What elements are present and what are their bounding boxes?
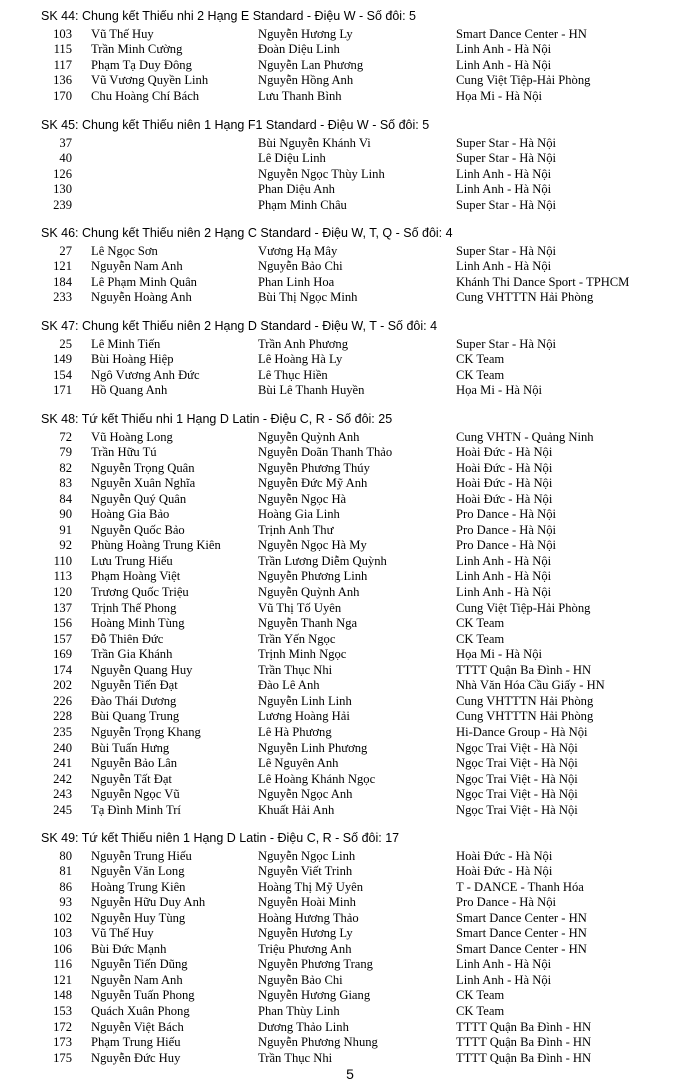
couple-row: [0, 523, 700, 539]
partner-name: Vũ Thị Tố Uyên: [258, 600, 342, 615]
entry-number: 102: [53, 910, 72, 925]
entry-number: 169: [53, 647, 72, 662]
couple-row: [0, 942, 700, 958]
leader-name: Lê Phạm Minh Quân: [91, 274, 197, 289]
entry-number: 103: [53, 926, 72, 941]
leader-name: Nguyễn Hoàng Anh: [91, 290, 192, 305]
couple-row: [0, 136, 700, 152]
partner-name: Vương Hạ Mây: [258, 243, 338, 258]
event-title: SK 46: Chung kết Thiếu niên 2 Hạng C Standard - Điệu W, T, Q - Số đôi: 4: [41, 226, 453, 240]
partner-name: Nguyễn Doãn Thanh Thảo: [258, 445, 393, 460]
club-name: Linh Anh - Hà Nội: [456, 57, 552, 72]
event-title: SK 47: Chung kết Thiếu niên 2 Hạng D Standard - Điệu W, T - Số đôi: 4: [41, 319, 438, 333]
club-name: Ngọc Trai Việt - Hà Nội: [456, 740, 578, 755]
entry-number: 106: [53, 941, 72, 956]
couple-row: [0, 244, 700, 260]
leader-name: Lê Minh Tiến: [91, 336, 161, 351]
couple-row: [0, 1020, 700, 1036]
leader-name: Nguyễn Tuấn Phong: [91, 988, 195, 1003]
club-name: Cung VHTTTN Hải Phòng: [456, 290, 594, 305]
entry-number: 115: [53, 42, 72, 57]
entry-number: 243: [53, 787, 72, 802]
club-name: Hoài Đức - Hà Nội: [456, 476, 553, 491]
entry-number: 86: [59, 879, 72, 894]
leader-name: Nguyễn Trung Hiếu: [91, 848, 192, 863]
club-name: Cung VHTN - Quảng Ninh: [456, 429, 594, 444]
club-name: Cung Việt Tiệp-Hải Phòng: [456, 600, 591, 615]
leader-name: Nguyễn Huy Tùng: [91, 910, 186, 925]
couple-row: [0, 632, 700, 648]
couple-row: [0, 678, 700, 694]
club-name: Linh Anh - Hà Nội: [456, 259, 552, 274]
leader-name: Trương Quốc Triệu: [91, 585, 189, 599]
couple-row: [0, 772, 700, 788]
couple-row: [0, 647, 700, 663]
partner-name: Lương Hoàng Hải: [258, 709, 350, 724]
entry-number: 175: [53, 1050, 72, 1065]
leader-name: Trần Hữu Tú: [91, 445, 157, 460]
entry-number: 149: [53, 352, 72, 367]
club-name: T - DANCE - Thanh Hóa: [456, 879, 584, 894]
entry-number: 27: [59, 243, 72, 258]
couple-row: [0, 756, 700, 772]
partner-name: Lê Diệu Linh: [258, 151, 326, 166]
partner-name: Nguyễn Linh Phương: [258, 740, 368, 755]
couple-row: [0, 864, 700, 880]
partner-name: Phan Diệu Anh: [258, 182, 335, 197]
partner-name: Nguyễn Thanh Nga: [258, 616, 358, 631]
entry-number: 83: [59, 476, 72, 491]
couple-row: [0, 616, 700, 632]
partner-name: Nguyễn Hoài Minh: [258, 895, 356, 910]
leader-name: Nguyễn Quang Huy: [91, 662, 193, 677]
couple-row: [0, 492, 700, 508]
leader-name: Phạm Tạ Duy Đông: [91, 57, 192, 72]
leader-name: Bùi Tuấn Hưng: [91, 740, 170, 755]
leader-name: Đào Thái Dương: [91, 693, 177, 708]
leader-name: Nguyễn Xuân Nghĩa: [91, 476, 196, 491]
partner-name: Trần Yến Ngọc: [258, 631, 336, 646]
club-name: Họa Mi - Hà Nội: [456, 383, 543, 398]
couple-row: [0, 1004, 700, 1020]
couple-row: [0, 911, 700, 927]
leader-name: Nguyễn Văn Long: [91, 864, 185, 879]
club-name: Hoài Đức - Hà Nội: [456, 848, 553, 863]
partner-name: Đoàn Diệu Linh: [258, 42, 340, 57]
entry-number: 148: [53, 988, 72, 1003]
leader-name: Nguyễn Tiến Đạt: [91, 678, 178, 693]
club-name: Ngọc Trai Việt - Hà Nội: [456, 787, 578, 802]
entry-number: 157: [53, 631, 72, 646]
leader-name: Lê Ngọc Sơn: [91, 243, 158, 258]
couple-row: [0, 694, 700, 710]
partner-name: Bùi Lê Thanh Huyền: [258, 383, 365, 398]
partner-name: Lê Hoàng Khánh Ngọc: [258, 771, 376, 786]
partner-name: Nguyễn Bảo Chi: [258, 259, 343, 274]
couple-row: [0, 182, 700, 198]
leader-name: Chu Hoàng Chí Bách: [91, 88, 200, 103]
club-name: CK Team: [456, 367, 505, 382]
partner-name: Trần Thục Nhi: [258, 1050, 333, 1065]
couple-row: [0, 895, 700, 911]
partner-name: Nguyễn Phương Thúy: [258, 460, 370, 475]
club-name: Hoài Đức - Hà Nội: [456, 445, 553, 460]
club-name: Khánh Thi Dance Sport - TPHCM: [456, 274, 630, 289]
partner-name: Khuất Hải Anh: [258, 802, 335, 817]
partner-name: Nguyễn Viết Trinh: [258, 864, 353, 879]
club-name: Ngọc Trai Việt - Hà Nội: [456, 771, 578, 786]
leader-name: Phạm Trung Hiếu: [91, 1035, 181, 1050]
leader-name: Đỗ Thiên Đức: [91, 631, 164, 646]
leader-name: Hoàng Gia Bảo: [91, 507, 170, 522]
club-name: Linh Anh - Hà Nội: [456, 42, 552, 57]
entry-number: 235: [53, 724, 72, 739]
couple-row: [0, 58, 700, 74]
entry-number: 156: [53, 616, 72, 631]
couple-row: [0, 787, 700, 803]
entry-number: 184: [53, 274, 72, 289]
club-name: Linh Anh - Hà Nội: [456, 182, 552, 197]
club-name: Hoài Đức - Hà Nội: [456, 491, 553, 506]
entry-number: 136: [53, 73, 72, 88]
partner-name: Nguyễn Hương Ly: [258, 26, 353, 41]
entry-number: 37: [59, 135, 72, 150]
club-name: Hi-Dance Group - Hà Nội: [456, 724, 588, 739]
partner-name: Lê Hoàng Hà Ly: [258, 352, 343, 367]
partner-name: Nguyễn Ngọc Hà My: [258, 538, 367, 553]
leader-name: Hoàng Trung Kiên: [91, 879, 186, 894]
club-name: Linh Anh - Hà Nội: [456, 569, 552, 584]
couple-row: [0, 663, 700, 679]
event-title: SK 49: Tứ kết Thiếu niên 1 Hạng D Latin - Điệu C, R - Số đôi: 17: [41, 831, 400, 845]
entry-number: 241: [53, 756, 72, 771]
club-name: Ngọc Trai Việt - Hà Nội: [456, 756, 578, 771]
entry-number: 170: [53, 88, 72, 103]
couple-row: [0, 507, 700, 523]
partner-name: Đào Lê Anh: [258, 678, 320, 693]
couple-row: [0, 352, 700, 368]
partner-name: Nguyễn Phương Trang: [258, 957, 373, 972]
couple-row: [0, 538, 700, 554]
partner-name: Triệu Phương Anh: [258, 941, 352, 956]
page-number: 5: [346, 1066, 354, 1082]
couple-row: [0, 709, 700, 725]
leader-name: Bùi Quang Trung: [91, 709, 180, 724]
club-name: Pro Dance - Hà Nội: [456, 522, 557, 537]
leader-name: Nguyễn Việt Bách: [91, 1019, 184, 1034]
entry-number: 116: [53, 957, 72, 972]
leader-name: Hồ Quang Anh: [91, 383, 168, 398]
leader-name: Phùng Hoàng Trung Kiên: [91, 538, 221, 553]
partner-name: Hoàng Hương Thảo: [258, 910, 359, 925]
partner-name: Nguyễn Hương Ly: [258, 926, 353, 941]
couple-row: [0, 290, 700, 306]
leader-name: Quách Xuân Phong: [91, 1004, 190, 1018]
leader-name: Lưu Trung Hiếu: [91, 553, 173, 568]
couple-row: [0, 337, 700, 353]
couple-row: [0, 259, 700, 275]
entry-number: 154: [53, 367, 72, 382]
club-name: Super Star - Hà Nội: [456, 151, 557, 166]
entry-number: 93: [59, 895, 72, 910]
leader-name: Nguyễn Quốc Bảo: [91, 522, 185, 537]
partner-name: Nguyễn Ngọc Anh: [258, 787, 353, 802]
partner-name: Bùi Thị Ngọc Minh: [258, 290, 358, 305]
leader-name: Bùi Đức Mạnh: [91, 941, 167, 956]
couple-row: [0, 476, 700, 492]
leader-name: Vũ Thế Huy: [91, 926, 154, 941]
couple-row: [0, 601, 700, 617]
couple-row: [0, 988, 700, 1004]
couple-row: [0, 741, 700, 757]
couple-row: [0, 89, 700, 105]
club-name: Ngọc Trai Việt - Hà Nội: [456, 802, 578, 817]
event-title: SK 45: Chung kết Thiếu niên 1 Hạng F1 Standard - Điệu W - Số đôi: 5: [41, 118, 430, 132]
couple-row: [0, 849, 700, 865]
entry-number: 233: [53, 290, 72, 305]
couple-row: [0, 585, 700, 601]
partner-name: Dương Thảo Linh: [258, 1019, 349, 1034]
club-name: Họa Mi - Hà Nội: [456, 88, 543, 103]
couple-row: [0, 926, 700, 942]
event-title: SK 44: Chung kết Thiếu nhi 2 Hạng E Standard - Điệu W - Số đôi: 5: [41, 9, 416, 23]
entry-number: 82: [59, 460, 72, 475]
club-name: Pro Dance - Hà Nội: [456, 507, 557, 522]
partner-name: Trần Thục Nhi: [258, 662, 333, 677]
leader-name: Nguyễn Trọng Khang: [91, 724, 201, 739]
couple-row: [0, 445, 700, 461]
couple-row: [0, 27, 700, 43]
entry-number: 153: [53, 1004, 72, 1018]
club-name: Smart Dance Center - HN: [456, 941, 587, 956]
club-name: Cung VHTTTN Hải Phòng: [456, 693, 594, 708]
couple-row: [0, 383, 700, 399]
entry-number: 81: [59, 864, 72, 879]
partner-name: Trần Anh Phương: [258, 336, 349, 351]
entry-number: 240: [53, 740, 72, 755]
partner-name: Lê Hà Phương: [258, 724, 332, 739]
club-name: Super Star - Hà Nội: [456, 336, 557, 351]
partner-name: Nguyễn Lan Phương: [258, 57, 364, 72]
entry-number: 130: [53, 182, 72, 197]
leader-name: Vũ Vương Quyền Linh: [91, 73, 209, 88]
partner-name: Nguyễn Ngọc Hà: [258, 491, 347, 506]
club-name: CK Team: [456, 616, 505, 631]
entry-number: 202: [53, 678, 72, 693]
couple-row: [0, 198, 700, 214]
couple-row: [0, 1035, 700, 1051]
club-name: Linh Anh - Hà Nội: [456, 957, 552, 972]
partner-name: Bùi Nguyễn Khánh Vi: [258, 135, 371, 150]
couple-row: [0, 725, 700, 741]
leader-name: Nguyễn Bảo Lân: [91, 756, 178, 771]
partner-name: Nguyễn Ngọc Linh: [258, 848, 356, 863]
entry-number: 91: [59, 522, 72, 537]
partner-name: Lưu Thanh Bình: [258, 88, 342, 103]
entry-number: 171: [53, 383, 72, 398]
partner-name: Lê Nguyên Anh: [258, 756, 339, 771]
entry-number: 172: [53, 1019, 72, 1034]
leader-name: Vũ Hoàng Long: [91, 429, 173, 444]
couple-row: [0, 73, 700, 89]
entry-number: 79: [59, 445, 72, 460]
partner-name: Lê Thục Hiền: [258, 367, 328, 382]
club-name: CK Team: [456, 1004, 505, 1018]
club-name: Pro Dance - Hà Nội: [456, 538, 557, 553]
partner-name: Hoàng Gia Linh: [258, 507, 340, 522]
club-name: Super Star - Hà Nội: [456, 197, 557, 212]
partner-name: Nguyễn Bảo Chi: [258, 972, 343, 987]
club-name: Họa Mi - Hà Nội: [456, 647, 543, 662]
partner-name: Nguyễn Quỳnh Anh: [258, 429, 360, 444]
entry-number: 120: [53, 585, 72, 599]
leader-name: Vũ Thế Huy: [91, 26, 154, 41]
club-name: Linh Anh - Hà Nội: [456, 166, 552, 181]
club-name: TTTT Quận Ba Đình - HN: [456, 1050, 592, 1065]
entry-number: 242: [53, 771, 72, 786]
couple-row: [0, 151, 700, 167]
club-name: CK Team: [456, 988, 505, 1003]
club-name: Hoài Đức - Hà Nội: [456, 864, 553, 879]
entry-number: 173: [53, 1035, 72, 1050]
entry-number: 228: [53, 709, 72, 724]
entry-number: 137: [53, 600, 72, 615]
leader-name: Nguyễn Quý Quân: [91, 491, 187, 506]
couple-row: [0, 368, 700, 384]
leader-name: Ngô Vương Anh Đức: [91, 367, 200, 382]
partner-name: Nguyễn Phương Nhung: [258, 1035, 378, 1050]
leader-name: Nguyễn Ngọc Vũ: [91, 787, 180, 802]
entry-number: 174: [53, 662, 72, 677]
entry-number: 117: [53, 57, 72, 72]
entry-number: 25: [59, 336, 72, 351]
couple-row: [0, 461, 700, 477]
leader-name: Nguyễn Nam Anh: [91, 972, 183, 987]
partner-name: Nguyễn Hồng Anh: [258, 73, 354, 88]
partner-name: Nguyễn Đức Mỹ Anh: [258, 476, 368, 491]
partner-name: Nguyễn Quỳnh Anh: [258, 585, 360, 599]
entry-number: 84: [59, 491, 72, 506]
couple-row: [0, 167, 700, 183]
partner-name: Nguyễn Linh Linh: [258, 693, 352, 708]
entry-number: 103: [53, 26, 72, 41]
club-name: Super Star - Hà Nội: [456, 135, 557, 150]
partner-name: Phan Thùy Linh: [258, 1004, 340, 1018]
couple-row: [0, 430, 700, 446]
leader-name: Nguyễn Tiến Dũng: [91, 957, 188, 972]
club-name: Cung Việt Tiệp-Hải Phòng: [456, 73, 591, 88]
partner-name: Nguyễn Phương Linh: [258, 569, 368, 584]
event-title: SK 48: Tứ kết Thiếu nhi 1 Hạng D Latin - Điệu C, R - Số đôi: 25: [41, 412, 393, 426]
couple-row: [0, 973, 700, 989]
entry-number: 113: [53, 569, 72, 584]
club-name: Nhà Văn Hóa Cầu Giấy - HN: [456, 678, 605, 693]
club-name: Linh Anh - Hà Nội: [456, 553, 552, 568]
club-name: Smart Dance Center - HN: [456, 26, 587, 41]
couple-row: [0, 803, 700, 819]
couple-row: [0, 275, 700, 291]
club-name: TTTT Quận Ba Đình - HN: [456, 1019, 592, 1034]
entry-number: 126: [53, 166, 72, 181]
club-name: Smart Dance Center - HN: [456, 926, 587, 941]
club-name: Pro Dance - Hà Nội: [456, 895, 557, 910]
entry-number: 90: [59, 507, 72, 522]
club-name: Super Star - Hà Nội: [456, 243, 557, 258]
entry-number: 239: [53, 197, 72, 212]
couple-row: [0, 554, 700, 570]
club-name: Cung VHTTTN Hải Phòng: [456, 709, 594, 724]
couple-row: [0, 569, 700, 585]
club-name: TTTT Quận Ba Đình - HN: [456, 662, 592, 677]
entry-number: 92: [59, 538, 72, 553]
partner-name: Nguyễn Hương Giang: [258, 988, 371, 1003]
club-name: Hoài Đức - Hà Nội: [456, 460, 553, 475]
leader-name: Trần Gia Khánh: [91, 647, 173, 662]
partner-name: Trần Lương Diễm Quỳnh: [258, 553, 387, 568]
couple-row: [0, 957, 700, 973]
partner-name: Nguyễn Ngọc Thùy Linh: [258, 166, 385, 181]
partner-name: Phan Linh Hoa: [258, 274, 335, 289]
entry-number: 121: [53, 972, 72, 987]
partner-name: Trịnh Anh Thư: [258, 522, 334, 537]
leader-name: Nguyễn Đức Huy: [91, 1050, 181, 1065]
leader-name: Tạ Đình Minh Trí: [91, 802, 181, 817]
partner-name: Phạm Minh Châu: [258, 197, 347, 212]
leader-name: Nguyễn Trọng Quân: [91, 460, 195, 475]
entry-number: 40: [59, 151, 72, 166]
couple-row: [0, 1051, 700, 1067]
club-name: TTTT Quận Ba Đình - HN: [456, 1035, 592, 1050]
club-name: Smart Dance Center - HN: [456, 910, 587, 925]
entry-number: 110: [53, 553, 72, 568]
couple-row: [0, 880, 700, 896]
entry-number: 80: [59, 848, 72, 863]
leader-name: Nguyễn Hữu Duy Anh: [91, 895, 206, 910]
leader-name: Bùi Hoàng Hiệp: [91, 352, 174, 367]
leader-name: Nguyễn Nam Anh: [91, 259, 183, 274]
club-name: Linh Anh - Hà Nội: [456, 972, 552, 987]
entry-number: 226: [53, 693, 72, 708]
partner-name: Hoàng Thị Mỹ Uyên: [258, 879, 364, 894]
entry-number: 121: [53, 259, 72, 274]
leader-name: Trần Minh Cường: [91, 42, 183, 57]
club-name: CK Team: [456, 352, 505, 367]
club-name: CK Team: [456, 631, 505, 646]
couple-row: [0, 42, 700, 58]
club-name: Linh Anh - Hà Nội: [456, 585, 552, 599]
leader-name: Hoàng Minh Tùng: [91, 616, 185, 631]
partner-name: Trịnh Minh Ngọc: [258, 647, 347, 662]
entry-number: 245: [53, 802, 72, 817]
leader-name: Phạm Hoàng Việt: [91, 569, 181, 584]
leader-name: Trịnh Thế Phong: [91, 600, 177, 615]
entry-number: 72: [59, 429, 72, 444]
leader-name: Nguyễn Tất Đạt: [91, 771, 172, 786]
